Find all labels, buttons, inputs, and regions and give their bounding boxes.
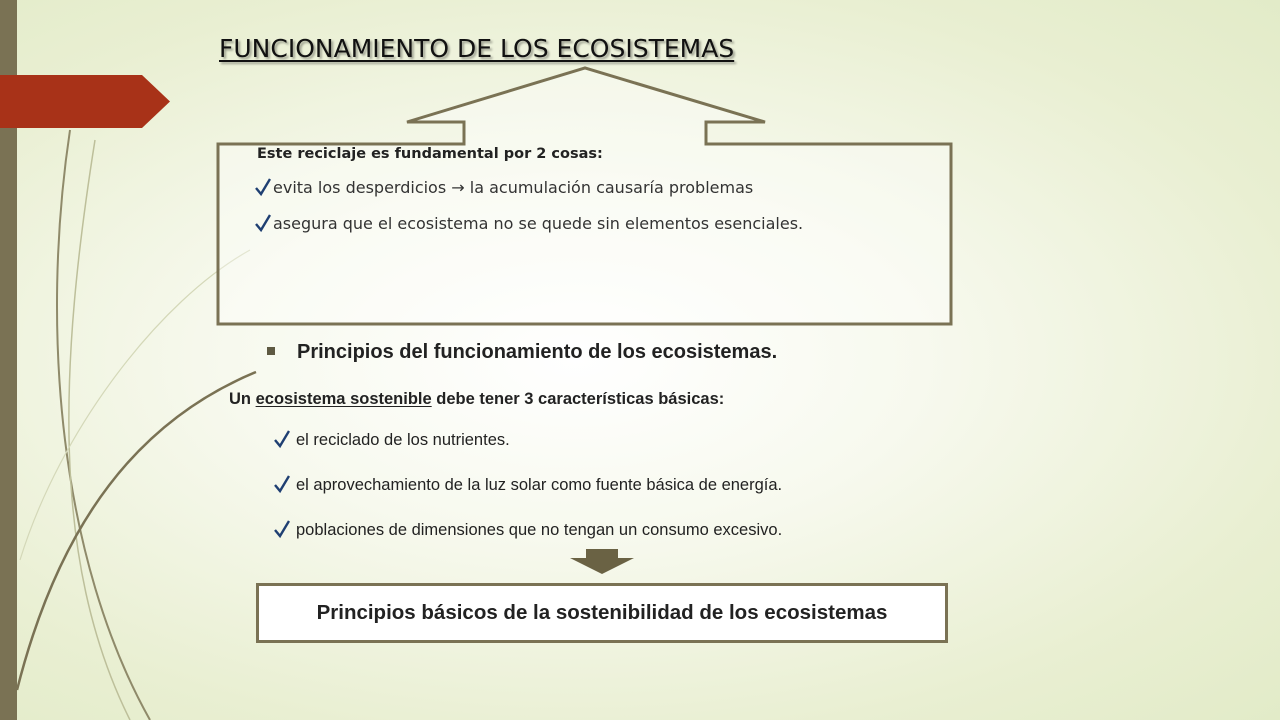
checkmark-icon (274, 473, 290, 495)
box-item (257, 176, 897, 200)
conclusion-box (256, 583, 948, 643)
list-item-text: el aprovechamiento de la luz solar como fuente básica de energía. (296, 476, 783, 494)
intro-suffix: debe tener 3 características básicas: (431, 390, 725, 408)
list-item (274, 473, 782, 497)
list-item-text: poblaciones de dimensiones que no tengan un consumo excesivo. (296, 521, 783, 539)
recycling-box (257, 146, 897, 248)
checkmark-icon (274, 428, 290, 450)
list-item-text: el reciclado de los nutrientes. (296, 431, 510, 449)
intro-prefix: Un (229, 390, 256, 408)
box-heading: Este reciclaje es fundamental por 2 cosas: (257, 146, 603, 162)
square-bullet-icon (267, 347, 275, 355)
intro-line (229, 390, 724, 409)
checkmark-icon (255, 212, 271, 234)
characteristics-list (274, 428, 782, 563)
list-item (274, 518, 782, 542)
checkmark-icon (274, 518, 290, 540)
box-item (257, 212, 897, 236)
conclusion-text: Principios básicos de la sostenibilidad de los ecosistemas (316, 601, 888, 624)
list-item (274, 428, 782, 452)
box-item-text: asegura que el ecosistema no se quede sin elementos esenciales. (273, 214, 804, 233)
slide-title: FUNCIONAMIENTO DE LOS ECOSISTEMAS (219, 34, 735, 63)
section-heading (267, 341, 777, 364)
intro-underlined-term: ecosistema sostenible (255, 390, 432, 408)
section-heading-text: Principios del funcionamiento de los ecosistemas. (297, 341, 778, 363)
checkmark-icon (255, 176, 271, 198)
down-arrow-icon (569, 549, 635, 575)
box-item-text: evita los desperdicios → la acumulación causaría problemas (273, 178, 754, 197)
